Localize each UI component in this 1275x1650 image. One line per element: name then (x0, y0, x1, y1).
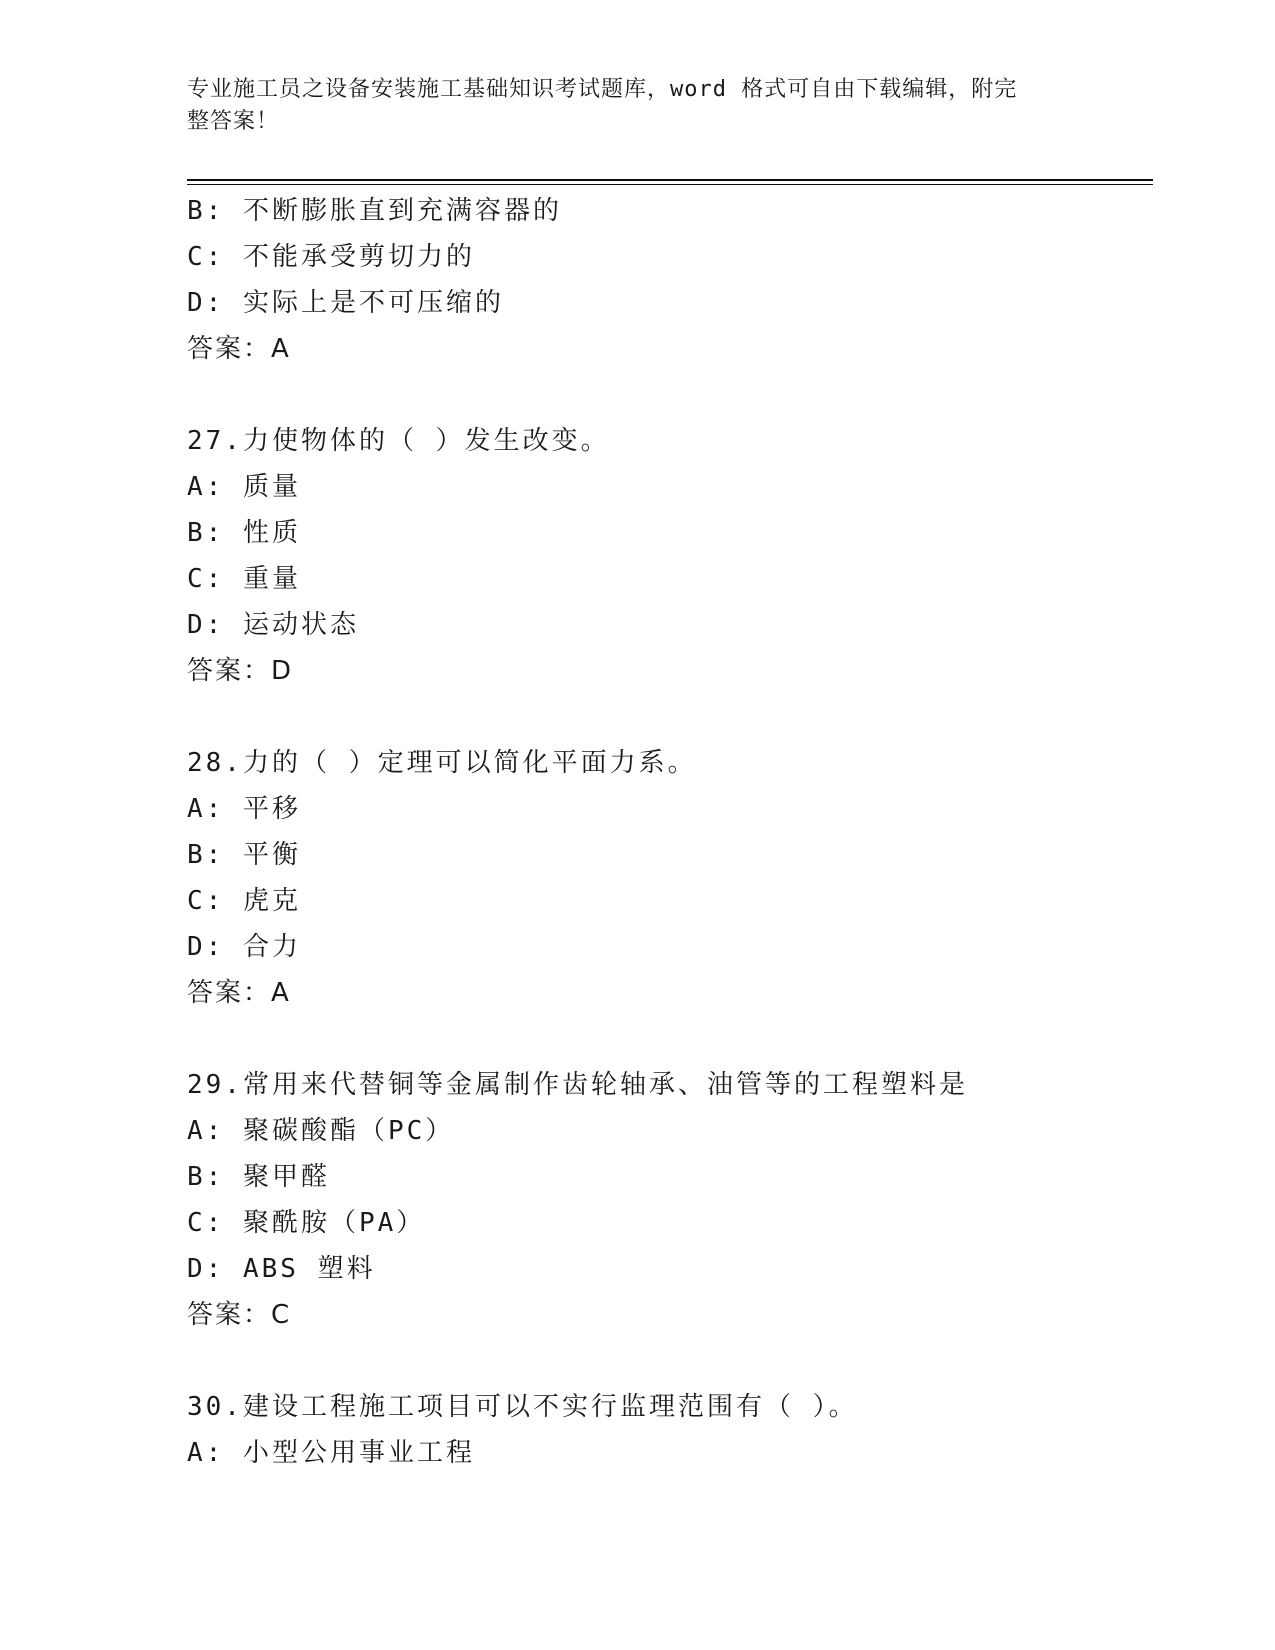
option-letter: D: (187, 610, 225, 640)
option-a (187, 1430, 1137, 1476)
option-b (187, 1154, 1137, 1200)
header-divider-thick (187, 179, 1153, 181)
option-d (187, 602, 1137, 648)
option-text: 聚碳酸酯（PC） (242, 1116, 455, 1146)
option-b (187, 832, 1137, 878)
option-letter: C: (187, 564, 225, 594)
option-letter: A: (187, 794, 225, 824)
option-text: 聚甲醛 (242, 1162, 330, 1192)
option-letter: B: (187, 518, 225, 548)
option-b (187, 188, 1137, 234)
question-30 (187, 1384, 1137, 1476)
question-29 (187, 1062, 1137, 1338)
question-28 (187, 740, 1137, 1016)
header-line-1: 专业施工员之设备安装施工基础知识考试题库，word 格式可自由下载编辑，附完 (187, 77, 1018, 102)
option-letter: B: (187, 840, 225, 870)
question-27 (187, 418, 1137, 694)
page-header (187, 74, 1067, 138)
option-text: 小型公用事业工程 (242, 1438, 475, 1468)
option-d (187, 1246, 1137, 1292)
question-list (187, 188, 1137, 1476)
option-letter: B: (187, 196, 225, 226)
option-letter: A: (187, 472, 225, 502)
option-text: 平移 (242, 794, 301, 824)
header-line-2: 整答案！ (187, 109, 280, 134)
option-c (187, 234, 1137, 280)
header-divider-thin (187, 184, 1153, 185)
answer-line: 答案：D (187, 656, 294, 686)
option-text: 质量 (242, 472, 301, 502)
answer-line: 答案：C (187, 1300, 292, 1330)
option-text: 重量 (242, 564, 301, 594)
option-d (187, 924, 1137, 970)
option-text: ABS 塑料 (242, 1254, 376, 1284)
option-text: 虎克 (242, 886, 301, 916)
option-text: 合力 (242, 932, 301, 962)
question-stem: 27.力使物体的（ ）发生改变。 (187, 426, 610, 456)
option-text: 聚酰胺（PA） (242, 1208, 426, 1238)
question-stem: 28.力的（ ）定理可以简化平面力系。 (187, 748, 697, 778)
option-d (187, 280, 1137, 326)
question-stem: 30.建设工程施工项目可以不实行监理范围有（ ）。 (187, 1392, 858, 1422)
option-letter: A: (187, 1438, 225, 1468)
option-letter: A: (187, 1116, 225, 1146)
option-letter: B: (187, 1162, 225, 1192)
option-letter: D: (187, 288, 225, 318)
option-letter: D: (187, 932, 225, 962)
option-text: 平衡 (242, 840, 301, 870)
question-26-continued (187, 188, 1137, 372)
answer-line: 答案：A (187, 334, 291, 364)
option-c (187, 1200, 1137, 1246)
option-letter: C: (187, 886, 225, 916)
question-stem: 29.常用来代替铜等金属制作齿轮轴承、油管等的工程塑料是 (187, 1070, 968, 1100)
option-a (187, 1108, 1137, 1154)
option-letter: D: (187, 1254, 225, 1284)
option-letter: C: (187, 1208, 225, 1238)
option-a (187, 464, 1137, 510)
option-c (187, 878, 1137, 924)
option-text: 运动状态 (242, 610, 359, 640)
option-text: 不断膨胀直到充满容器的 (242, 196, 562, 226)
option-text: 性质 (242, 518, 301, 548)
option-b (187, 510, 1137, 556)
option-text: 不能承受剪切力的 (242, 242, 475, 272)
option-text: 实际上是不可压缩的 (242, 288, 504, 318)
option-a (187, 786, 1137, 832)
option-c (187, 556, 1137, 602)
option-letter: C: (187, 242, 225, 272)
answer-line: 答案：A (187, 978, 291, 1008)
